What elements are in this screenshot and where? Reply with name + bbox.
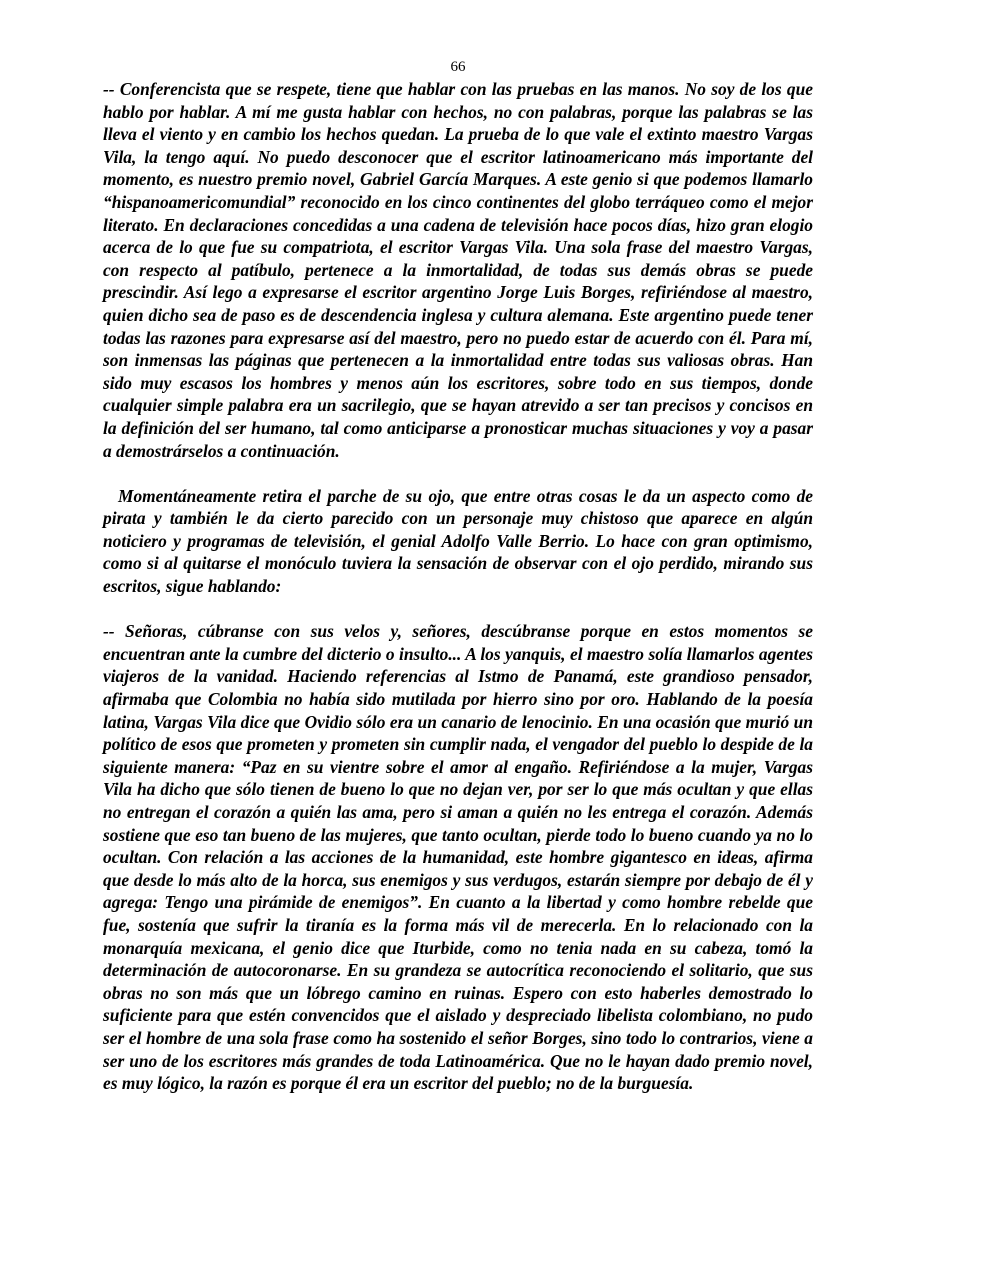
page-number: 66 [450, 59, 466, 75]
paragraph-spacer [103, 462, 813, 485]
paragraph-narration: Momentáneamente retira el parche de su ojo, que entre otras cosas le da un aspecto como de pirata y también le da cierto parecido con un personaje muy chistoso que aparece en algún noticiero y programas de televisión, el genial Adolfo Valle Berrio. Lo hace con gran optimismo, como si al quitarse el monóculo tuviera la sensación de observar con el ojo perdido, mirando sus escritos, sigue hablando: [103, 485, 813, 597]
paragraph-speech-continued: -- Señoras, cúbranse con sus velos y, señores, descúbranse porque en estos momentos se encuentran ante la cumbre del dicterio o insulto... A los yanquis, el maestro solía llamarlos agentes viajeros de la vanidad. Haciendo referencias al Istmo de Panamá, este grandioso pensador, afirmaba que Colombia no había sido mutilada por hierro sino por oro. Hablando de la poesía latina, Vargas Vila dice que Ovidio sólo era un canario de lenocinio. En una ocasión que murió un político de esos que prometen y prometen sin cumplir nada, el vengador del pueblo lo despide de la siguiente manera: “Paz en su vientre sobre el amor al engaño. Refiriéndose a la mujer, Vargas Vila ha dicho que sólo tienen de bueno lo que no dejan ver, por ser lo que más ocultan y que ellas no entregan el corazón a quién las ama, pero si aman a quién no les entrega el corazón. Además sostiene que eso tan bueno de las mujeres, que tanto ocultan, pierde todo lo bueno cuando ya no lo ocultan. Con relación a las acciones de la humanidad, este hombre gigantesco en ideas, afirma que desde lo más alto de la horca, sus enemigos y sus verdugos, estarán siempre por debajo de él y agrega: Tengo una pirámide de enemigos”. En cuanto a la libertad y como hombre rebelde que fue, sostenía que sufrir la tiranía es la forma más vil de merecerla. En lo relacionado con la monarquía mexicana, el genio dice que Iturbide, como no tenia nada en su cabeza, tomó la determinación de autocoronarse. En su grandeza se autocrítica reconociendo el solitario, que sus obras no son más que un lóbrego camino en ruinas. Espero con esto haberles demostrado lo suficiente para que estén convencidos que el aislado y despreciado libelista colombiano, no pudo ser el hombre de una sola frase como ha sostenido el señor Borges, sino todo lo contrarios, viene a ser uno de los escritores más grandes de toda Latinoamérica. Que no le hayan dado premio novel, es muy lógico, la razón es porque él era un escritor del pueblo; no de la burguesía. [103, 621, 813, 1094]
paragraph-conference-speech: -- Conferencista que se respete, tiene que hablar con las pruebas en las manos. No soy de los que hablo por hablar. A mí me gusta hablar con hechos, no con palabras, porque las palabras se las lleva el viento y en cambio los hechos quedan. La prueba de lo que vale el extinto maestro Vargas Vila, la tengo aquí. No puedo desconocer que el escritor latinoamericano más importante del momento, es nuestro premio novel, Gabriel García Marques. A este genio si que podemos llamarlo “hispanoamericomundial” reconocido en los cinco continentes del globo terráqueo como el mejor literato. En declaraciones concedidas a una cadena de televisión hace pocos días, hizo gran elogio acerca de lo que fue su compatriota, el escritor Vargas Vila. Una sola frase del maestro Vargas, con respecto al patíbulo, pertenece a la inmortalidad, de todas sus demás obras se puede prescindir. Así lego a expresarse el escritor argentino Jorge Luis Borges, refiriéndose al maestro, quien dicho sea de paso es de descendencia inglesa y cultura alemana. Este argentino puede tener todas las razones para expresarse así del maestro, pero no puedo estar de acuerdo con él. Para mí, son inmensas las páginas que pertenecen a la inmortalidad entre todas sus valiosas obras. Han sido muy escasos los hombres y menos aún los escritores, sobre todo en sus tiempos, donde cualquier simple palabra era un sacrilegio, que se hayan atrevido a ser tan precisos y concisos en la definición del ser humano, tal como anticiparse a pronosticar muchas situaciones y voy a pasar a demostrárselos a continuación. [103, 79, 813, 461]
page-body [103, 78, 813, 1095]
paragraph-spacer [103, 598, 813, 621]
